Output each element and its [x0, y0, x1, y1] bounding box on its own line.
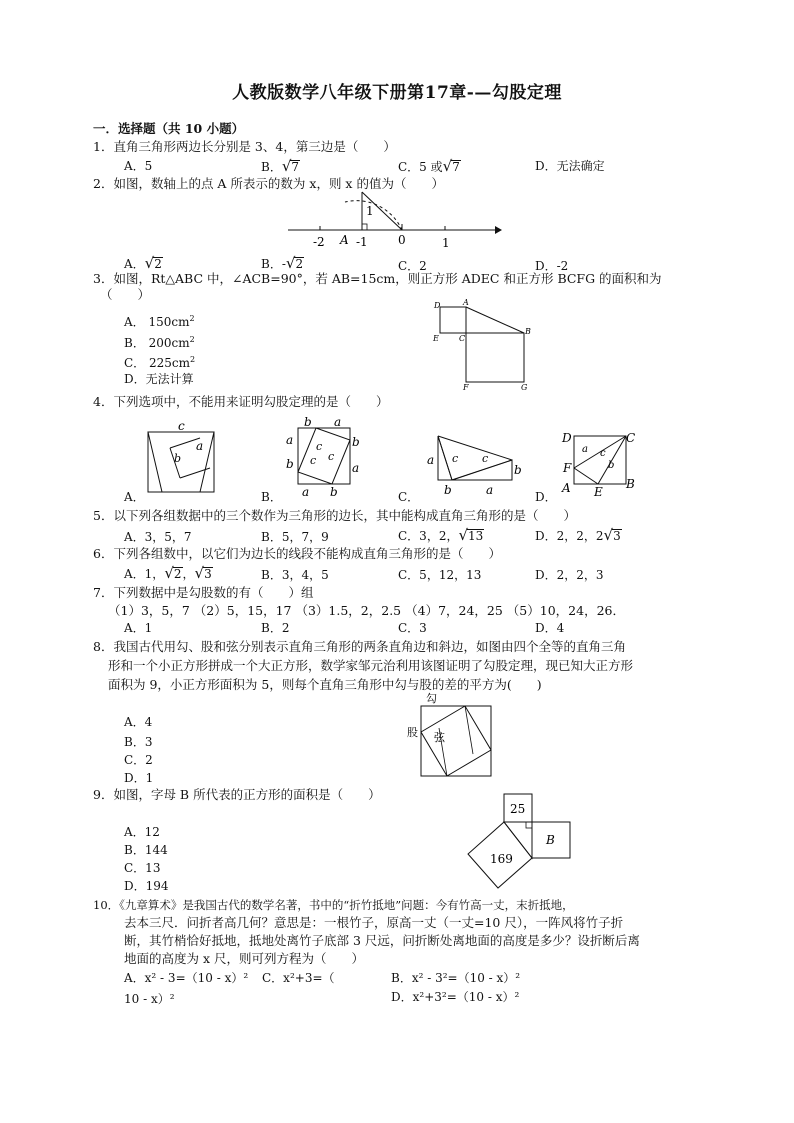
- svg-text:a: a: [486, 483, 494, 497]
- gou-label: 勾: [426, 692, 437, 705]
- q3-option-a: A． $150cm^2$: [124, 314, 195, 329]
- right-angle-mark: [526, 822, 532, 828]
- square-bcfg: [466, 333, 524, 382]
- q6-option-b: B．3，4，5: [261, 568, 329, 582]
- svg-text:c: c: [452, 452, 459, 465]
- label-b: B: [546, 833, 555, 847]
- svg-text:c: c: [328, 450, 335, 463]
- q3-option-d: D．无法计算: [124, 372, 194, 386]
- q1-option-c: C．5 或√7: [398, 157, 460, 175]
- svg-text:c: c: [316, 440, 323, 453]
- q3-option-b: B． $200cm^2$: [124, 335, 195, 350]
- q8-option-c: C．2: [124, 753, 153, 767]
- q4-figure-c: [424, 428, 524, 498]
- svg-text:b: b: [352, 435, 360, 449]
- svg-text:a: a: [302, 485, 310, 498]
- q7-option-d: D．4: [535, 621, 565, 635]
- q10-stem-line2: 去本三尺．问折者高几何？意思是：一根竹子，原高一丈（一丈=10 尺），一阵风将竹子折: [124, 915, 624, 930]
- label-g: G: [521, 383, 528, 392]
- svg-text:b: b: [304, 416, 312, 429]
- svg-text:b: b: [514, 463, 522, 477]
- q9-option-b: B．144: [124, 843, 168, 857]
- q4-figure-b: [282, 416, 362, 498]
- hypotenuse-square: [421, 706, 491, 776]
- label-c: C: [459, 334, 466, 343]
- q2-number-line-figure: [280, 190, 505, 252]
- q4-option-d: D．: [535, 490, 557, 504]
- q9-squares-figure: [460, 792, 576, 892]
- q1-option-d: D．无法确定: [535, 159, 605, 173]
- q1-stem: 1．直角三角形两边长分别是 3、4，第三边是（ ）: [93, 139, 396, 154]
- gu-label: 股: [407, 726, 418, 739]
- label-25: 25: [510, 802, 526, 816]
- q9-option-d: D．194: [124, 879, 169, 893]
- label-e: E: [433, 334, 439, 343]
- q10-option-a: A．x² - 3=（10 - x）²: [124, 971, 249, 985]
- svg-text:b: b: [444, 483, 452, 497]
- section-heading: 一．选择题（共 10 小题）: [93, 121, 245, 136]
- q7-option-a: A．1: [124, 621, 153, 635]
- q8-option-a: A．4: [124, 715, 153, 729]
- q8-option-b: B．3: [124, 735, 153, 749]
- q1-option-a: A．5: [124, 159, 153, 173]
- q2-stem: 2．如图，数轴上的点 A 所表示的数为 x，则 x 的值为（ ）: [93, 176, 444, 191]
- svg-text:a: a: [582, 444, 588, 455]
- q2-option-b: B．-√2: [261, 254, 304, 272]
- q10-stem-line4: 地面的高度为 x 尺，则可列方程为（ ）: [124, 951, 364, 966]
- q10-stem-line1: 10．《九章算术》是我国古代的数学名著，书中的“折竹抵地”问题：今有竹高一丈，末折抵地，: [93, 898, 574, 912]
- q7-items: （1）3，5，7 （2）5，15，17 （3）1.5，2，2.5 （4）7，24，25 （5）10，24，26．: [108, 603, 625, 618]
- svg-text:b: b: [608, 460, 615, 471]
- q6-option-c: C．5，12，13: [398, 568, 482, 582]
- page-title: 人教版数学八年级下册第17章-—勾股定理: [232, 83, 562, 103]
- q3-stem: 3．如图，Rt△ABC 中，∠ACB=90°，若 AB=15cm，则正方形 ADEC 和正方形 BCFG 的面积和为: [93, 271, 662, 286]
- height-label: 1: [366, 204, 374, 218]
- q8-stem-line3: 面积为 9，小正方形面积为 5，则每个直角三角形中勾与股的差的平方为( ): [108, 677, 542, 692]
- q9-option-a: A．12: [124, 825, 160, 839]
- label-b: B: [525, 327, 531, 336]
- q8-stem-line1: 8．我国古代用勾、股和弦分别表示直角三角形的两条直角边和斜边，如图由四个全等的直角三角: [93, 639, 626, 654]
- label-f: F: [463, 383, 469, 392]
- svg-text:C: C: [626, 431, 636, 445]
- axis-label-0: 0: [398, 233, 406, 247]
- axis-label-neg1: -1: [356, 235, 368, 249]
- q4-option-b: B．: [261, 490, 282, 504]
- q4-figure-a: [140, 418, 220, 496]
- q4-option-c: C．: [398, 490, 420, 504]
- q7-stem: 7．下列数据中是勾股数的有（ ）组: [93, 585, 314, 600]
- q5-option-a: A．3，5，7: [124, 530, 192, 544]
- svg-text:D: D: [562, 431, 572, 445]
- q8-stem-line2: 形和一个小正方形拼成一个大正方形，数学家邹元治利用该图证明了勾股定理，现已知大正方形: [108, 658, 634, 673]
- q9-stem: 9．如图，字母 B 所代表的正方形的面积是（ ）: [93, 787, 381, 802]
- q6-option-d: D．2，2，3: [535, 568, 604, 582]
- q8-option-d: D．1: [124, 771, 154, 785]
- q10-option-b: B．x² - 3²=（10 - x）²: [391, 971, 521, 985]
- q10-option-c: C．x²+3=（: [262, 971, 335, 985]
- q4-stem: 4．下列选项中，不能用来证明勾股定理的是（ ）: [93, 394, 389, 409]
- q6-option-a: A．1，√2，√3: [124, 564, 212, 582]
- big-square: [421, 706, 491, 776]
- q5-option-d: D．2，2，2√3: [535, 526, 621, 544]
- label-a: A: [463, 298, 469, 307]
- svg-text:A: A: [562, 481, 571, 495]
- axis-label-1: 1: [442, 236, 450, 250]
- square-adec: [440, 307, 466, 333]
- svg-text:a: a: [334, 416, 342, 429]
- svg-text:E: E: [594, 485, 603, 498]
- svg-text:b: b: [330, 485, 338, 498]
- point-a-label: A: [340, 233, 349, 247]
- q3-option-c: C． $225cm^2$: [124, 355, 196, 370]
- label-d: D: [434, 301, 441, 310]
- arrow-icon: [495, 226, 502, 234]
- q2-option-a: A．√2: [124, 254, 162, 272]
- q6-stem: 6．下列各组数中，以它们为边长的线段不能构成直角三角形的是（ ）: [93, 546, 501, 561]
- svg-text:a: a: [196, 439, 204, 453]
- svg-text:c: c: [310, 454, 317, 467]
- q2-option-d: D．-2: [535, 259, 569, 273]
- q5-stem: 5．以下列各组数据中的三个数作为三角形的边长，其中能构成直角三角形的是（ ）: [93, 508, 576, 523]
- hypotenuse-ab: [466, 307, 524, 333]
- axis-label-neg2: -2: [313, 235, 325, 249]
- q7-option-c: C．3: [398, 621, 427, 635]
- q4-option-a: A．: [124, 490, 145, 504]
- svg-text:a: a: [427, 453, 435, 467]
- label-169: 169: [490, 852, 513, 866]
- svg-text:b: b: [286, 457, 294, 471]
- q1-option-b: B．√7: [261, 157, 300, 175]
- q5-option-c: C．3，2，√13: [398, 526, 484, 544]
- svg-text:a: a: [352, 461, 360, 475]
- xian-label: 弦: [434, 731, 445, 744]
- q5-option-b: B．5，7，9: [261, 530, 329, 544]
- svg-text:c: c: [600, 448, 606, 459]
- q9-option-c: C．13: [124, 861, 161, 875]
- q3-stem-cont: （ ）: [100, 287, 151, 302]
- svg-text:a: a: [286, 433, 294, 447]
- svg-text:B: B: [626, 477, 635, 491]
- q2-option-c: C．2: [398, 259, 427, 273]
- svg-text:F: F: [563, 461, 572, 475]
- q7-option-b: B．2: [261, 621, 290, 635]
- q10-option-c-cont: 10 - x）²: [124, 992, 175, 1006]
- q8-zhao-shuang-figure: [404, 692, 496, 782]
- q3-squares-figure: [428, 296, 538, 392]
- svg-text:c: c: [482, 452, 489, 465]
- q10-stem-line3: 断，其竹梢恰好抵地，抵地处离竹子底部 3 尺远，问折断处离地面的高度是多少？设折断后离: [124, 933, 640, 948]
- q10-option-d: D．x²+3²=（10 - x）²: [391, 990, 520, 1004]
- svg-text:c: c: [178, 419, 185, 433]
- svg-text:b: b: [174, 452, 182, 465]
- q4-figure-d: [560, 428, 644, 498]
